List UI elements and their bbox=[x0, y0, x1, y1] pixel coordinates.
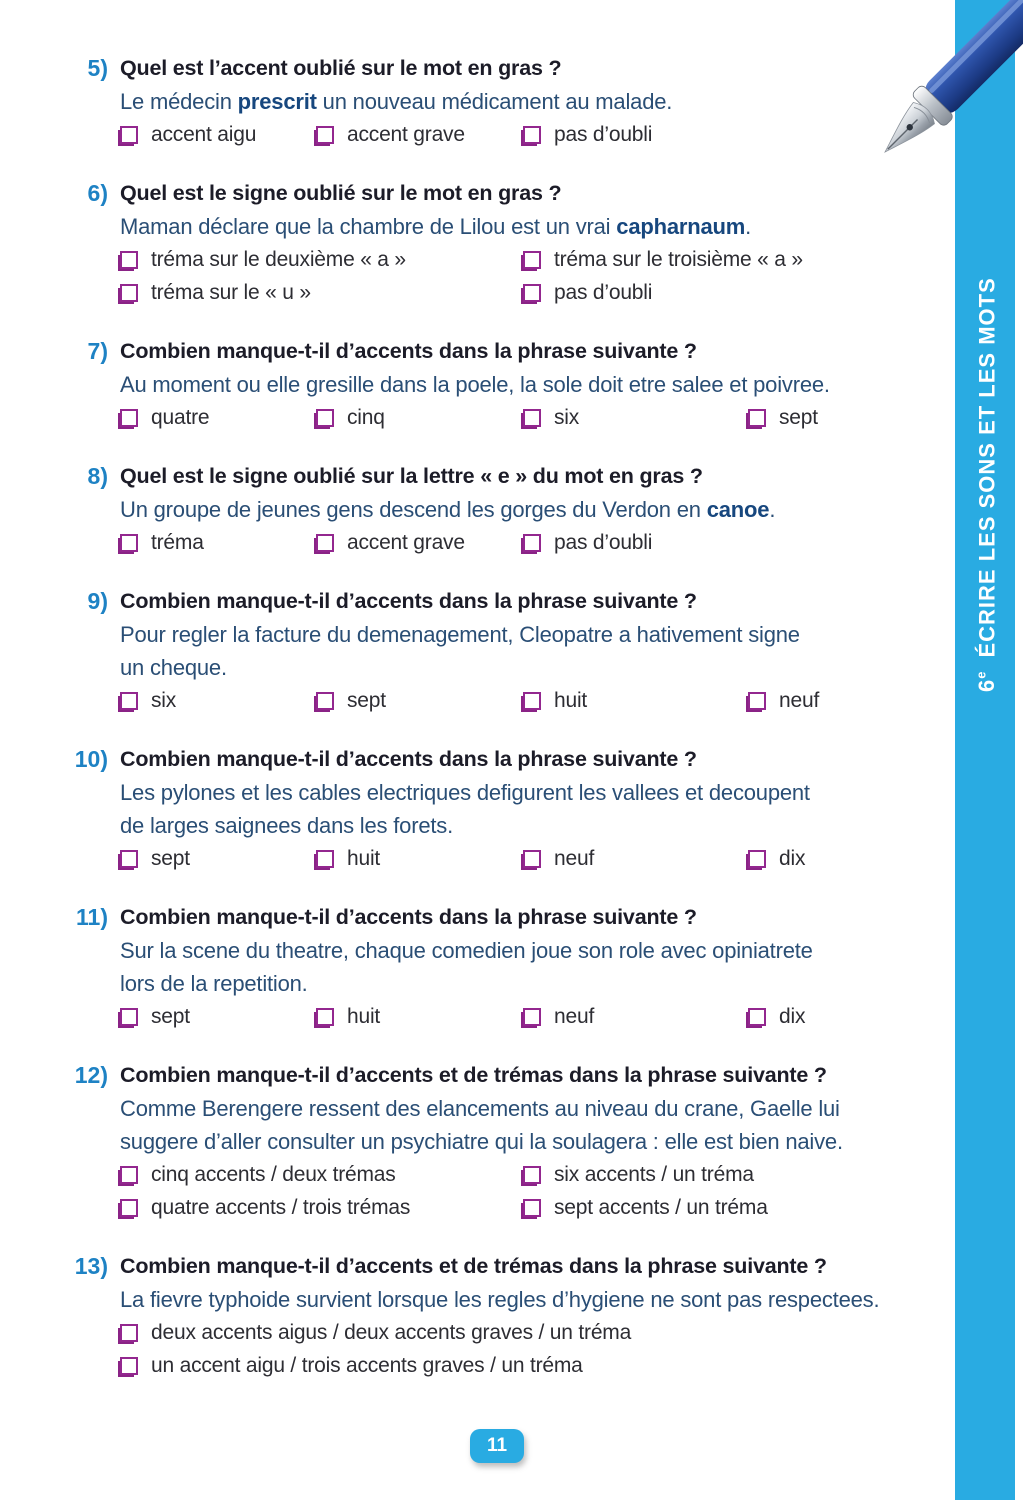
option-label: sept bbox=[151, 1004, 190, 1028]
checkbox-icon[interactable] bbox=[120, 692, 138, 710]
question-body bbox=[120, 743, 930, 875]
options-row bbox=[120, 526, 930, 559]
option-label: neuf bbox=[554, 846, 595, 870]
question-text: Combien manque-t-il d’accents dans la phrase suivante ? bbox=[120, 339, 697, 363]
answer-option[interactable] bbox=[120, 689, 316, 713]
example-sentence bbox=[120, 776, 930, 809]
checkbox-icon[interactable] bbox=[316, 126, 334, 144]
answer-option[interactable] bbox=[120, 248, 523, 272]
option-label: sept accents / un tréma bbox=[554, 1195, 768, 1219]
answer-option[interactable] bbox=[316, 531, 523, 555]
options-row bbox=[120, 276, 930, 309]
example-sentence bbox=[120, 1125, 930, 1158]
answer-option[interactable] bbox=[523, 406, 748, 430]
option-label: tréma sur le « u » bbox=[151, 280, 311, 304]
question-text: Combien manque-t-il d’accents et de trémas dans la phrase suivante ? bbox=[120, 1063, 827, 1087]
question-body bbox=[120, 1250, 930, 1382]
answer-option[interactable] bbox=[120, 531, 316, 555]
question-number: 11) bbox=[76, 904, 108, 930]
example-sentence bbox=[120, 934, 930, 967]
question-number: 13) bbox=[74, 1253, 108, 1279]
checkbox-icon[interactable] bbox=[120, 1324, 138, 1342]
answer-option[interactable] bbox=[523, 1163, 754, 1187]
checkbox-icon[interactable] bbox=[523, 534, 541, 552]
sentence-segment: lors de la repetition. bbox=[120, 971, 308, 996]
checkbox-icon[interactable] bbox=[316, 850, 334, 868]
example-sentence bbox=[120, 618, 930, 651]
sentence-segment: La fievre typhoide survient lorsque les regles d’hygiene ne sont pas respectees. bbox=[120, 1287, 880, 1312]
sentence-segment: Pour regler la facture du demenagement, Cleopatre a hativement signe bbox=[120, 622, 800, 647]
question-number: 8) bbox=[87, 463, 108, 489]
checkbox-icon[interactable] bbox=[120, 1199, 138, 1217]
answer-option[interactable] bbox=[120, 1005, 316, 1029]
sentence-segment: Les pylones et les cables electriques defigurent les vallees et decoupent bbox=[120, 780, 810, 805]
answer-option[interactable] bbox=[316, 689, 523, 713]
options-row bbox=[120, 842, 930, 875]
side-band bbox=[955, 0, 1015, 1500]
answer-option[interactable] bbox=[316, 847, 523, 871]
answer-option[interactable] bbox=[120, 1354, 583, 1378]
sentence-segment: Un groupe de jeunes gens descend les gorges du Verdon en bbox=[120, 497, 707, 522]
question-text: Combien manque-t-il d’accents dans la phrase suivante ? bbox=[120, 747, 697, 771]
option-label: huit bbox=[347, 846, 381, 870]
example-sentence bbox=[120, 651, 930, 684]
option-label: quatre bbox=[151, 405, 210, 429]
checkbox-icon[interactable] bbox=[120, 284, 138, 302]
example-sentence bbox=[120, 493, 930, 526]
chapter-title-vertical bbox=[974, 277, 1000, 692]
option-label: tréma sur le troisième « a » bbox=[554, 247, 803, 271]
answer-option[interactable] bbox=[120, 1163, 523, 1187]
checkbox-icon[interactable] bbox=[523, 409, 541, 427]
question-block bbox=[58, 177, 930, 309]
checkbox-icon[interactable] bbox=[523, 126, 541, 144]
answer-option[interactable] bbox=[120, 847, 316, 871]
option-label: pas d’oubli bbox=[554, 530, 653, 554]
answer-option[interactable] bbox=[748, 1005, 805, 1029]
checkbox-icon[interactable] bbox=[748, 850, 766, 868]
answer-option[interactable] bbox=[120, 1321, 631, 1345]
option-label: accent grave bbox=[347, 530, 465, 554]
option-label: accent grave bbox=[347, 122, 465, 146]
sentence-segment: Au moment ou elle gresille dans la poele, la sole doit etre salee et poivree. bbox=[120, 372, 830, 397]
question-body bbox=[120, 1059, 930, 1224]
options-row bbox=[120, 1158, 930, 1191]
question-block bbox=[58, 335, 930, 434]
checkbox-icon[interactable] bbox=[523, 1008, 541, 1026]
question-body bbox=[120, 177, 930, 309]
checkbox-icon[interactable] bbox=[316, 1008, 334, 1026]
option-label: cinq bbox=[347, 405, 385, 429]
example-sentence bbox=[120, 85, 930, 118]
question-text: Combien manque-t-il d’accents et de trémas dans la phrase suivante ? bbox=[120, 1254, 827, 1278]
option-label: un accent aigu / trois accents graves / un tréma bbox=[151, 1353, 583, 1377]
question-number: 9) bbox=[87, 588, 108, 614]
option-label: sept bbox=[347, 688, 386, 712]
checkbox-icon[interactable] bbox=[523, 1166, 541, 1184]
sentence-segment: . bbox=[769, 497, 776, 522]
question-number: 5) bbox=[87, 55, 108, 81]
question-block bbox=[58, 743, 930, 875]
bold-target-word: capharnaum bbox=[616, 214, 746, 239]
checkbox-icon[interactable] bbox=[120, 1357, 138, 1375]
question-number: 12) bbox=[74, 1062, 108, 1088]
option-label: tréma sur le deuxième « a » bbox=[151, 247, 406, 271]
answer-option[interactable] bbox=[120, 281, 523, 305]
question-text: Combien manque-t-il d’accents dans la phrase suivante ? bbox=[120, 905, 697, 929]
checkbox-icon[interactable] bbox=[523, 284, 541, 302]
question-body bbox=[120, 460, 930, 559]
option-label: cinq accents / deux trémas bbox=[151, 1162, 396, 1186]
option-label: accent aigu bbox=[151, 122, 257, 146]
fountain-pen-icon bbox=[843, 0, 1023, 215]
checkbox-icon[interactable] bbox=[748, 692, 766, 710]
checkbox-icon[interactable] bbox=[748, 409, 766, 427]
answer-option[interactable] bbox=[316, 1005, 523, 1029]
answer-option[interactable] bbox=[523, 281, 652, 305]
page-number: 11 bbox=[486, 1435, 508, 1456]
sentence-segment: Le médecin bbox=[120, 89, 238, 114]
options-row bbox=[120, 684, 930, 717]
question-text: Quel est le signe oublié sur le mot en gras ? bbox=[120, 181, 562, 205]
answer-option[interactable] bbox=[748, 689, 819, 713]
checkbox-icon[interactable] bbox=[316, 534, 334, 552]
checkbox-icon[interactable] bbox=[523, 692, 541, 710]
question-text: Quel est le signe oublié sur la lettre « e » du mot en gras ? bbox=[120, 464, 703, 488]
answer-option[interactable] bbox=[523, 689, 748, 713]
answer-option[interactable] bbox=[748, 406, 818, 430]
options-row bbox=[120, 1191, 930, 1224]
example-sentence bbox=[120, 210, 930, 243]
question-block bbox=[58, 1250, 930, 1382]
question-block bbox=[58, 1059, 930, 1224]
options-row bbox=[120, 118, 930, 151]
bold-target-word: canoe bbox=[706, 497, 770, 522]
checkbox-icon[interactable] bbox=[120, 1008, 138, 1026]
answer-option[interactable] bbox=[523, 1005, 748, 1029]
checkbox-icon[interactable] bbox=[316, 409, 334, 427]
sentence-segment: Comme Berengere ressent des elancements au niveau du crane, Gaelle lui bbox=[120, 1096, 840, 1121]
question-body bbox=[120, 901, 930, 1033]
page-number-badge bbox=[470, 1429, 524, 1463]
checkbox-icon[interactable] bbox=[120, 850, 138, 868]
option-label: dix bbox=[779, 1004, 806, 1028]
options-row bbox=[120, 1000, 930, 1033]
option-label: sept bbox=[779, 405, 818, 429]
sentence-segment: . bbox=[745, 214, 752, 239]
answer-option[interactable] bbox=[120, 1196, 523, 1220]
answer-option[interactable] bbox=[523, 531, 652, 555]
sentence-segment: Maman déclare que la chambre de Lilou est un vrai bbox=[120, 214, 617, 239]
grade-label: 6e bbox=[974, 671, 1000, 692]
answer-option[interactable] bbox=[523, 248, 803, 272]
question-number: 10) bbox=[74, 746, 108, 772]
sentence-segment: Sur la scene du theatre, chaque comedien joue son role avec opiniatrete bbox=[120, 938, 813, 963]
chapter-title-text: ÉCRIRE LES SONS ET LES MOTS bbox=[974, 277, 1000, 658]
question-block bbox=[58, 52, 930, 151]
example-sentence bbox=[120, 1283, 930, 1316]
option-label: neuf bbox=[554, 1004, 595, 1028]
option-label: pas d’oubli bbox=[554, 122, 653, 146]
questions-list bbox=[0, 52, 930, 1408]
option-label: quatre accents / trois trémas bbox=[151, 1195, 411, 1219]
option-label: sept bbox=[151, 846, 190, 870]
checkbox-icon[interactable] bbox=[523, 251, 541, 269]
sentence-segment: suggere d’aller consulter un psychiatre qui la soulagera : elle est bien naive. bbox=[120, 1129, 843, 1154]
sentence-segment: un cheque. bbox=[120, 655, 227, 680]
checkbox-icon[interactable] bbox=[748, 1008, 766, 1026]
question-number: 6) bbox=[87, 180, 108, 206]
option-label: six bbox=[554, 405, 580, 429]
answer-option[interactable] bbox=[120, 406, 316, 430]
answer-option[interactable] bbox=[316, 406, 523, 430]
options-row bbox=[120, 401, 930, 434]
question-block bbox=[58, 585, 930, 717]
bold-target-word: prescrit bbox=[237, 89, 317, 114]
option-label: pas d’oubli bbox=[554, 280, 653, 304]
option-label: six bbox=[151, 688, 177, 712]
option-label: huit bbox=[554, 688, 588, 712]
checkbox-icon[interactable] bbox=[120, 534, 138, 552]
option-label: six accents / un tréma bbox=[554, 1162, 754, 1186]
question-body bbox=[120, 335, 930, 434]
example-sentence bbox=[120, 967, 930, 1000]
checkbox-icon[interactable] bbox=[120, 251, 138, 269]
question-body bbox=[120, 585, 930, 717]
option-label: tréma bbox=[151, 530, 204, 554]
question-text: Combien manque-t-il d’accents dans la phrase suivante ? bbox=[120, 589, 697, 613]
checkbox-icon[interactable] bbox=[316, 692, 334, 710]
answer-option[interactable] bbox=[748, 847, 805, 871]
answer-option[interactable] bbox=[523, 123, 652, 147]
example-sentence bbox=[120, 1092, 930, 1125]
answer-option[interactable] bbox=[523, 847, 748, 871]
question-block bbox=[58, 901, 930, 1033]
options-row bbox=[120, 1316, 930, 1349]
options-row bbox=[120, 1349, 930, 1382]
example-sentence bbox=[120, 809, 930, 842]
question-body bbox=[120, 52, 930, 151]
checkbox-icon[interactable] bbox=[523, 850, 541, 868]
checkbox-icon[interactable] bbox=[120, 126, 138, 144]
option-label: neuf bbox=[779, 688, 820, 712]
question-text: Quel est l’accent oublié sur le mot en gras ? bbox=[120, 56, 562, 80]
question-block bbox=[58, 460, 930, 559]
sentence-segment: un nouveau médicament au malade. bbox=[316, 89, 673, 114]
example-sentence bbox=[120, 368, 930, 401]
options-row bbox=[120, 243, 930, 276]
sentence-segment: de larges saignees dans les forets. bbox=[120, 813, 453, 838]
checkbox-icon[interactable] bbox=[120, 1166, 138, 1184]
option-label: huit bbox=[347, 1004, 381, 1028]
option-label: deux accents aigus / deux accents graves / un tréma bbox=[151, 1320, 632, 1344]
checkbox-icon[interactable] bbox=[120, 409, 138, 427]
question-number: 7) bbox=[87, 338, 108, 364]
answer-option[interactable] bbox=[523, 1196, 768, 1220]
answer-option[interactable] bbox=[316, 123, 523, 147]
checkbox-icon[interactable] bbox=[523, 1199, 541, 1217]
option-label: dix bbox=[779, 846, 806, 870]
answer-option[interactable] bbox=[120, 123, 316, 147]
